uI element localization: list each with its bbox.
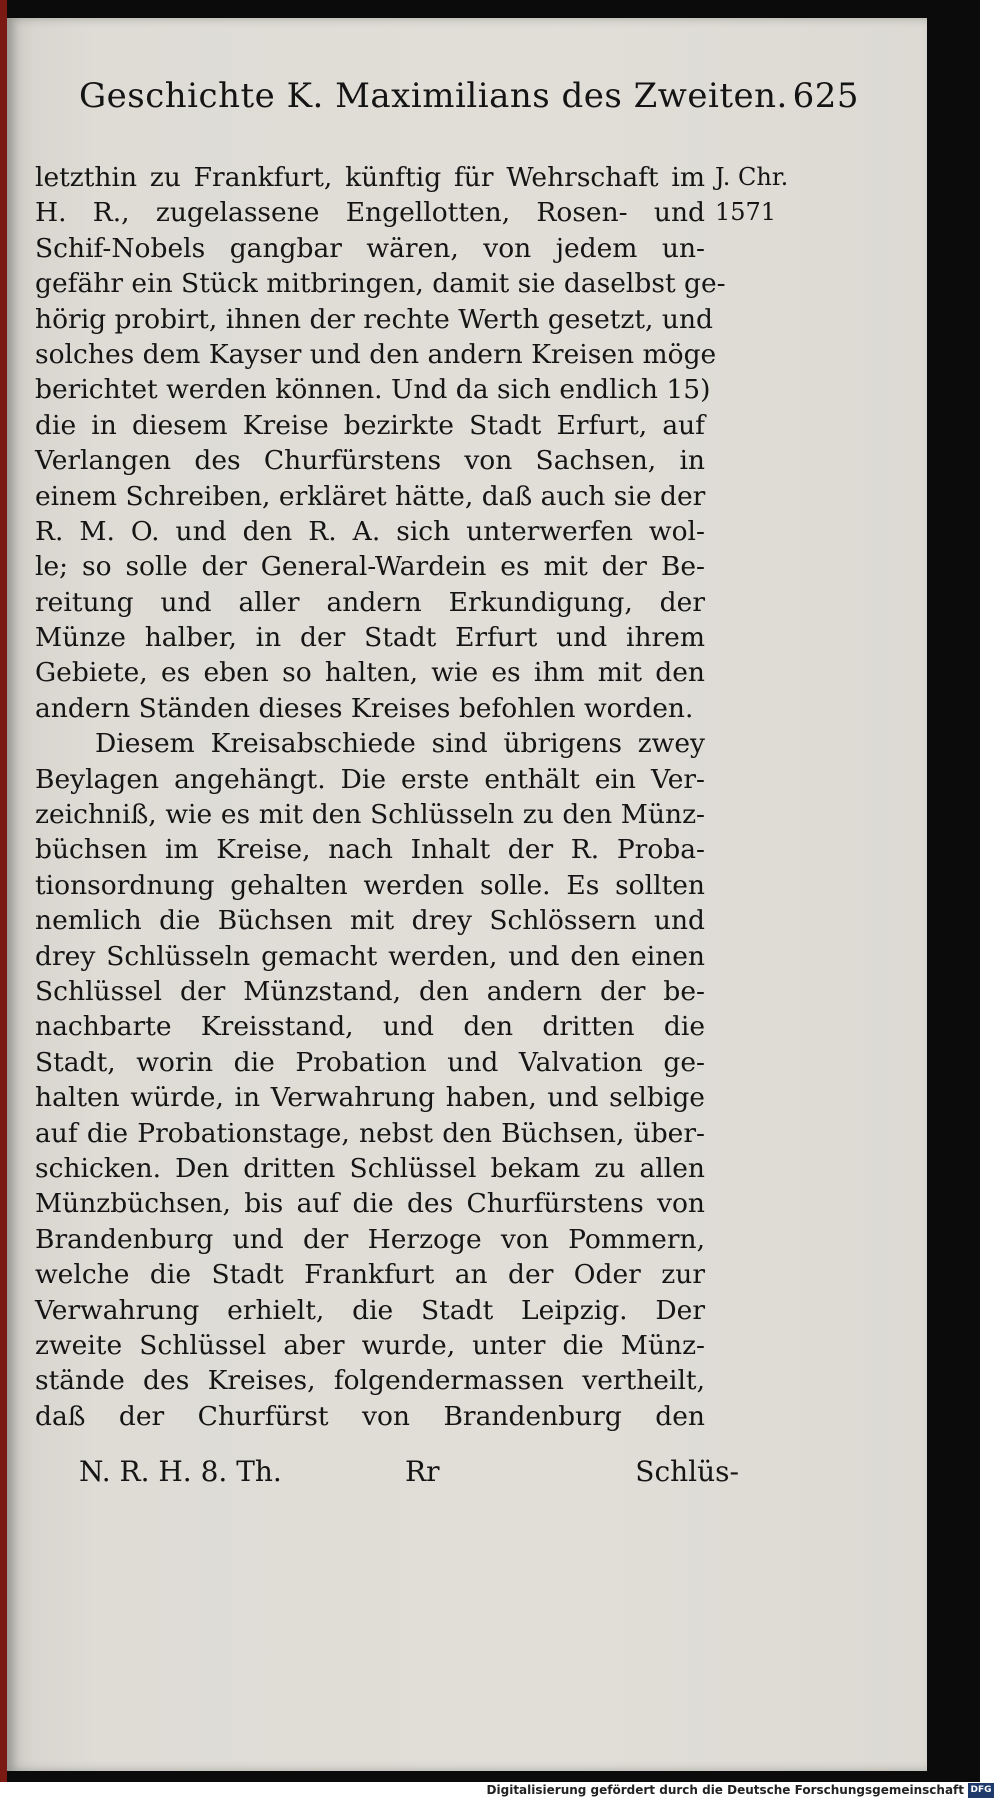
text-line: halten würde, in Verwahrung haben, und selbige — [35, 1082, 705, 1114]
scan-margin-right — [927, 0, 980, 1782]
margin-note-year-value: 1571 — [715, 198, 777, 227]
text-line: H. R., zugelassene Engellotten, Rosen- und — [35, 197, 705, 229]
text-line: einem Schreiben, erkläret hätte, daß auch sie der — [35, 480, 706, 512]
text-line: zeichniß, wie es mit den Schlüsseln zu den Münz- — [35, 799, 705, 831]
text-line: Gebiete, es eben so halten, wie es ihm mit den — [35, 657, 705, 689]
text-line: schicken. Den dritten Schlüssel bekam zu allen — [35, 1152, 705, 1184]
text-line: Münzbüchsen, bis auf die des Churfürstens von — [35, 1188, 705, 1220]
text-line: Münze halber, in der Stadt Erfurt und ihrem — [35, 622, 705, 654]
text-line: letzthin zu Frankfurt, künftig für Wehrschaft im — [35, 162, 705, 193]
text-line: Verwahrung erhielt, die Stadt Leipzig. Der — [35, 1294, 705, 1326]
text-line: Schlüssel der Münzstand, den andern der be- — [35, 975, 705, 1007]
text-line: nachbarte Kreisstand, und den dritten die — [35, 1011, 705, 1043]
text-line: zweite Schlüssel aber wurde, unter die Münz- — [35, 1329, 705, 1361]
text-line: daß der Churfürst von Brandenburg den — [35, 1400, 705, 1432]
text-line: andern Ständen dieses Kreises befohlen worden. — [35, 692, 694, 724]
catchword: Schlüs- — [635, 1455, 739, 1488]
page-footer — [79, 1455, 739, 1495]
margin-note-era: J. Chr. — [715, 163, 789, 191]
text-line: Verlangen des Churfürstens von Sachsen, in — [35, 445, 705, 477]
body-text — [35, 160, 726, 1434]
text-line: R. M. O. und den R. A. sich unterwerfen wol- — [35, 515, 705, 547]
margin-note-year — [715, 160, 805, 231]
text-line: Beylagen angehängt. Die erste enthält ein Ver- — [35, 763, 705, 795]
sheet-mark: Rr — [405, 1455, 440, 1488]
text-line: hörig probirt, ihnen der rechte Werth gesetzt, und — [35, 303, 713, 335]
text-line: welche die Stadt Frankfurt an der Oder zur — [35, 1259, 705, 1291]
text-line: gefähr ein Stück mitbringen, damit sie daselbst ge- — [35, 268, 726, 300]
text-line: le; so solle der General-Wardein es mit der Be- — [35, 551, 705, 583]
text-line: reitung und aller andern Erkundigung, der — [35, 586, 705, 618]
text-line: Schif-Nobels gangbar wären, von jedem un- — [35, 232, 705, 264]
book-edge — [0, 0, 7, 1782]
text-line: büchsen im Kreise, nach Inhalt der R. Proba- — [35, 834, 705, 866]
running-title: Geschichte K. Maximilians des Zweiten. — [79, 76, 788, 116]
text-line: Stadt, worin die Probation und Valvation ge- — [35, 1046, 705, 1078]
page-header — [79, 76, 899, 126]
text-line: Brandenburg und der Herzoge von Pommern, — [35, 1223, 705, 1255]
dfg-logo-icon: DFG — [968, 1783, 994, 1798]
text-line: stände des Kreises, folgendermassen vertheilt, — [35, 1365, 705, 1397]
text-line: solches dem Kayser und den andern Kreisen möge — [35, 338, 717, 370]
text-line: drey Schlüsseln gemacht werden, und den einen — [35, 940, 705, 972]
text-line: die in diesem Kreise bezirkte Stadt Erfurt, auf — [35, 409, 705, 441]
page-number: 625 — [792, 76, 859, 116]
digitization-credit: Digitalisierung gefördert durch die Deutsche Forschungsgemeinschaft — [486, 1783, 964, 1797]
text-line: nemlich die Büchsen mit drey Schlössern und — [35, 905, 705, 937]
text-line: tionsordnung gehalten werden solle. Es sollten — [35, 869, 705, 901]
text-line: auf die Probationstage, nebst den Büchsen, über- — [35, 1117, 705, 1149]
book-page — [7, 18, 927, 1771]
text-line: berichtet werden können. Und da sich endlich 15) — [35, 374, 711, 406]
signature-mark: N. R. H. 8. Th. — [79, 1455, 282, 1488]
text-line: Diesem Kreisabschiede sind übrigens zwey — [95, 728, 705, 760]
